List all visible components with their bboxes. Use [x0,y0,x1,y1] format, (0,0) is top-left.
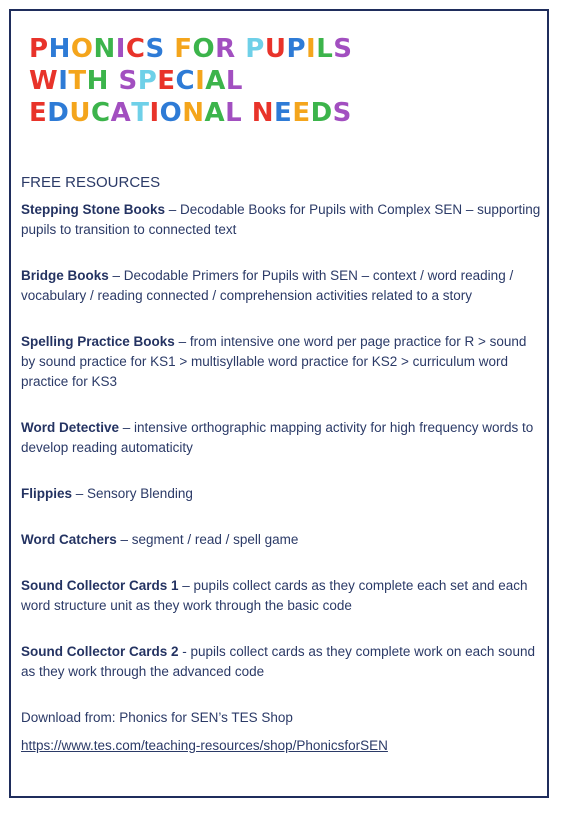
document-frame [9,9,549,798]
resource-name: Stepping Stone Books [21,202,166,217]
title-line-2: WITH SPECIAL [29,66,243,96]
resource-item [21,576,541,616]
resource-item [21,266,541,306]
section-heading: FREE RESOURCES [21,174,161,191]
resource-description: – from intensive one word per page practice for R > sound by sound practice for KS1 > multisyllable word practice for KS2 > curriculum word practice for KS3 [21,334,527,389]
download-text: Download from: Phonics for SEN’s TES Shop [21,710,293,725]
resource-name: Word Detective [21,420,120,435]
resource-item [21,484,541,504]
resource-description: – Decodable Books for Pupils with Complex SEN – supporting pupils to transition to connected text [21,202,541,237]
resource-description: - pupils collect cards as they complete work on each sound as they work through the advanced code [21,644,535,679]
resource-name: Bridge Books [21,268,109,283]
resource-description: – pupils collect cards as they complete each set and each word structure unit as they work through the basic code [21,578,528,613]
resource-item [21,530,541,550]
resource-name: Spelling Practice Books [21,334,175,349]
resource-name: Sound Collector Cards 2 [21,644,179,659]
resource-item [21,200,541,240]
resource-description: – Sensory Blending [72,486,193,501]
title-line-3: EDUCATIONAL NEEDS [29,98,352,128]
resource-name: Word Catchers [21,532,117,547]
resource-name: Sound Collector Cards 1 [21,578,179,593]
resource-item [21,418,541,458]
resource-item [21,332,541,392]
resource-name: Flippies [21,486,73,501]
resource-description: – segment / read / spell game [116,532,299,547]
content [21,173,541,764]
title-line-1: PHONICS FOR PUPILS [29,34,353,64]
page-title [29,33,353,129]
resource-description: – Decodable Primers for Pupils with SEN – context / word reading / vocabulary / reading connected / comprehension activities related to a story [21,268,514,303]
shop-link[interactable]: https://www.tes.com/teaching-resources/shop/PhonicsforSEN [21,738,388,753]
resource-list [21,200,541,682]
resource-item [21,642,541,682]
resource-description: – intensive orthographic mapping activity for high frequency words to develop reading automaticity [21,420,534,455]
